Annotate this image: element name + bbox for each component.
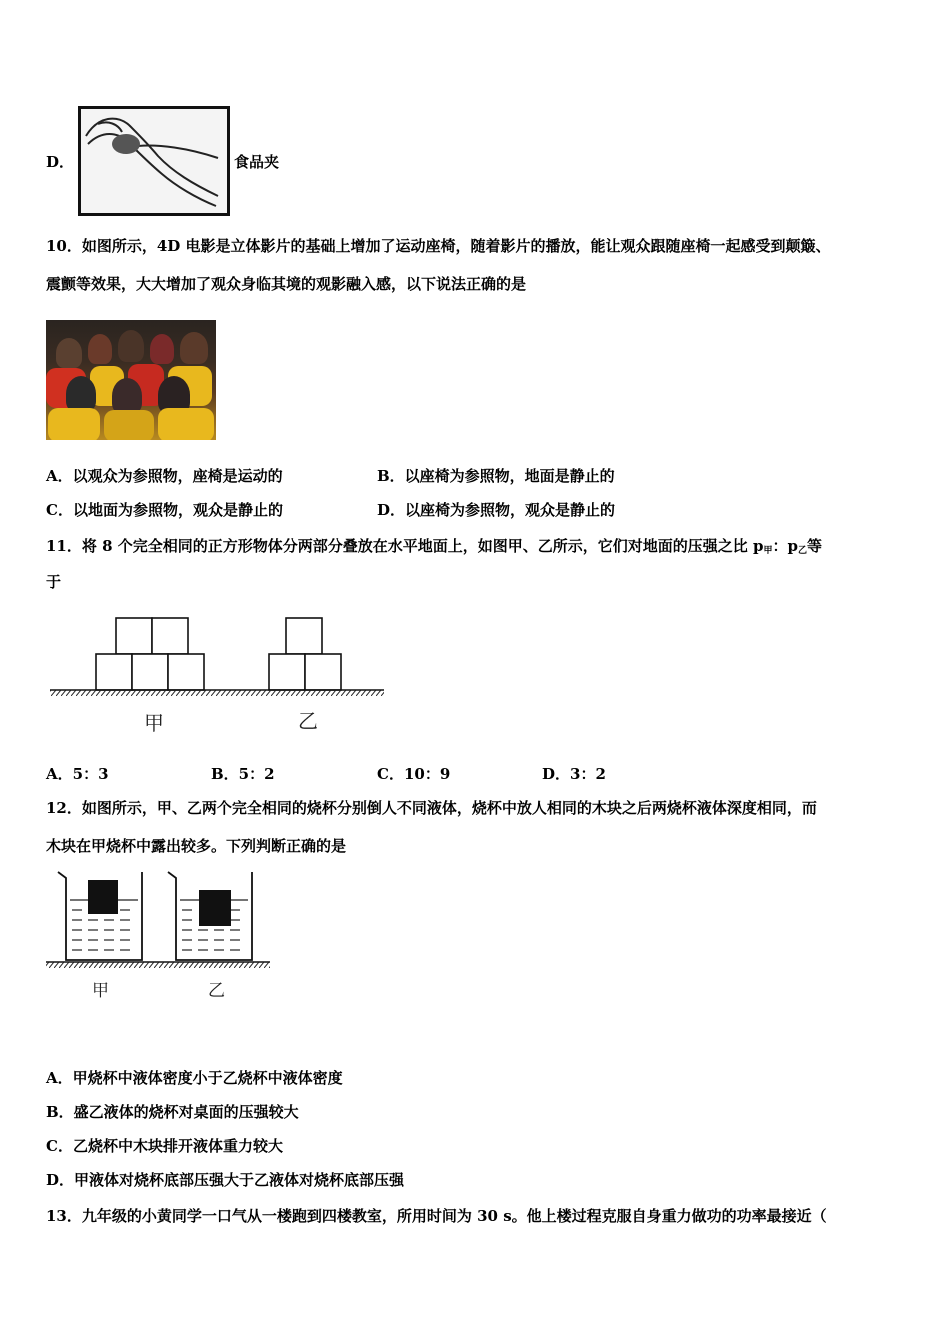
q11-subscript-jia: 甲	[763, 546, 773, 556]
q12-option-c: C．乙烧杯中木块排开液体重力较大	[46, 1137, 283, 1155]
q12-stem-line2: 木块在甲烧杯中露出较多。下列判断正确的是	[46, 837, 347, 855]
q10-option-b: B．以座椅为参照物，地面是静止的	[377, 467, 615, 485]
q10-option-a: A．以观众为参照物，座椅是运动的	[46, 467, 283, 485]
q11-option-a: A．5：3	[46, 765, 109, 783]
4d-cinema-photo	[46, 320, 216, 440]
q11-option-d: D．3：2	[542, 765, 606, 783]
q10-option-c: C．以地面为参照物，观众是静止的	[46, 501, 283, 519]
fig12-label-jia: 甲	[92, 981, 109, 1001]
q11-stem-line2: 于	[46, 573, 62, 591]
q11-stem-line1	[46, 536, 822, 561]
q9-option-d-text: 食品夹	[234, 153, 280, 171]
q13-stem-line1: 13．九年级的小黄同学一口气从一楼跑到四楼教室，所用时间为 30 s。他上楼过程克服自身重力做功的功率最接近（	[46, 1207, 827, 1225]
beakers-diagram	[44, 866, 274, 1006]
fig12-label-yi: 乙	[208, 981, 225, 1001]
food-tongs-image	[78, 106, 230, 216]
q11-subscript-yi: 乙	[798, 546, 808, 556]
stacked-cubes-diagram	[46, 612, 391, 742]
q11-option-b: B．5：2	[211, 765, 275, 783]
q10-option-d: D．以座椅为参照物，观众是静止的	[377, 501, 616, 519]
q12-stem-line1: 12．如图所示，甲、乙两个完全相同的烧杯分别倒人不同液体，烧杯中放人相同的木块之后两烧杯液体深度相同，而	[46, 799, 817, 817]
q11-colon: ：p	[772, 537, 798, 555]
fig11-label-yi: 乙	[298, 709, 318, 733]
q11-option-c: C．10：9	[377, 765, 451, 783]
q12-option-d: D．甲液体对烧杯底部压强大于乙液体对烧杯底部压强	[46, 1171, 405, 1189]
q12-option-b: B．盛乙液体的烧杯对桌面的压强较大	[46, 1103, 299, 1121]
q9-option-d-letter: D．	[46, 153, 75, 171]
q10-stem-line1: 10．如图所示，4D 电影是立体影片的基础上增加了运动座椅，随着影片的播放，能让观众跟随座椅一起感受到颠簸、	[46, 237, 831, 255]
q11-stem-text: 11．将 8 个完全相同的正方形物体分两部分叠放在水平地面上，如图甲、乙所示，它们对地面的压强之比 p	[46, 537, 764, 555]
q11-stem-end: 等	[807, 537, 823, 555]
q10-stem-line2: 震颤等效果，大大增加了观众身临其境的观影融入感，以下说法正确的是	[46, 275, 527, 293]
q12-option-a: A．甲烧杯中液体密度小于乙烧杯中液体密度	[46, 1069, 343, 1087]
fig11-label-jia: 甲	[144, 711, 164, 735]
